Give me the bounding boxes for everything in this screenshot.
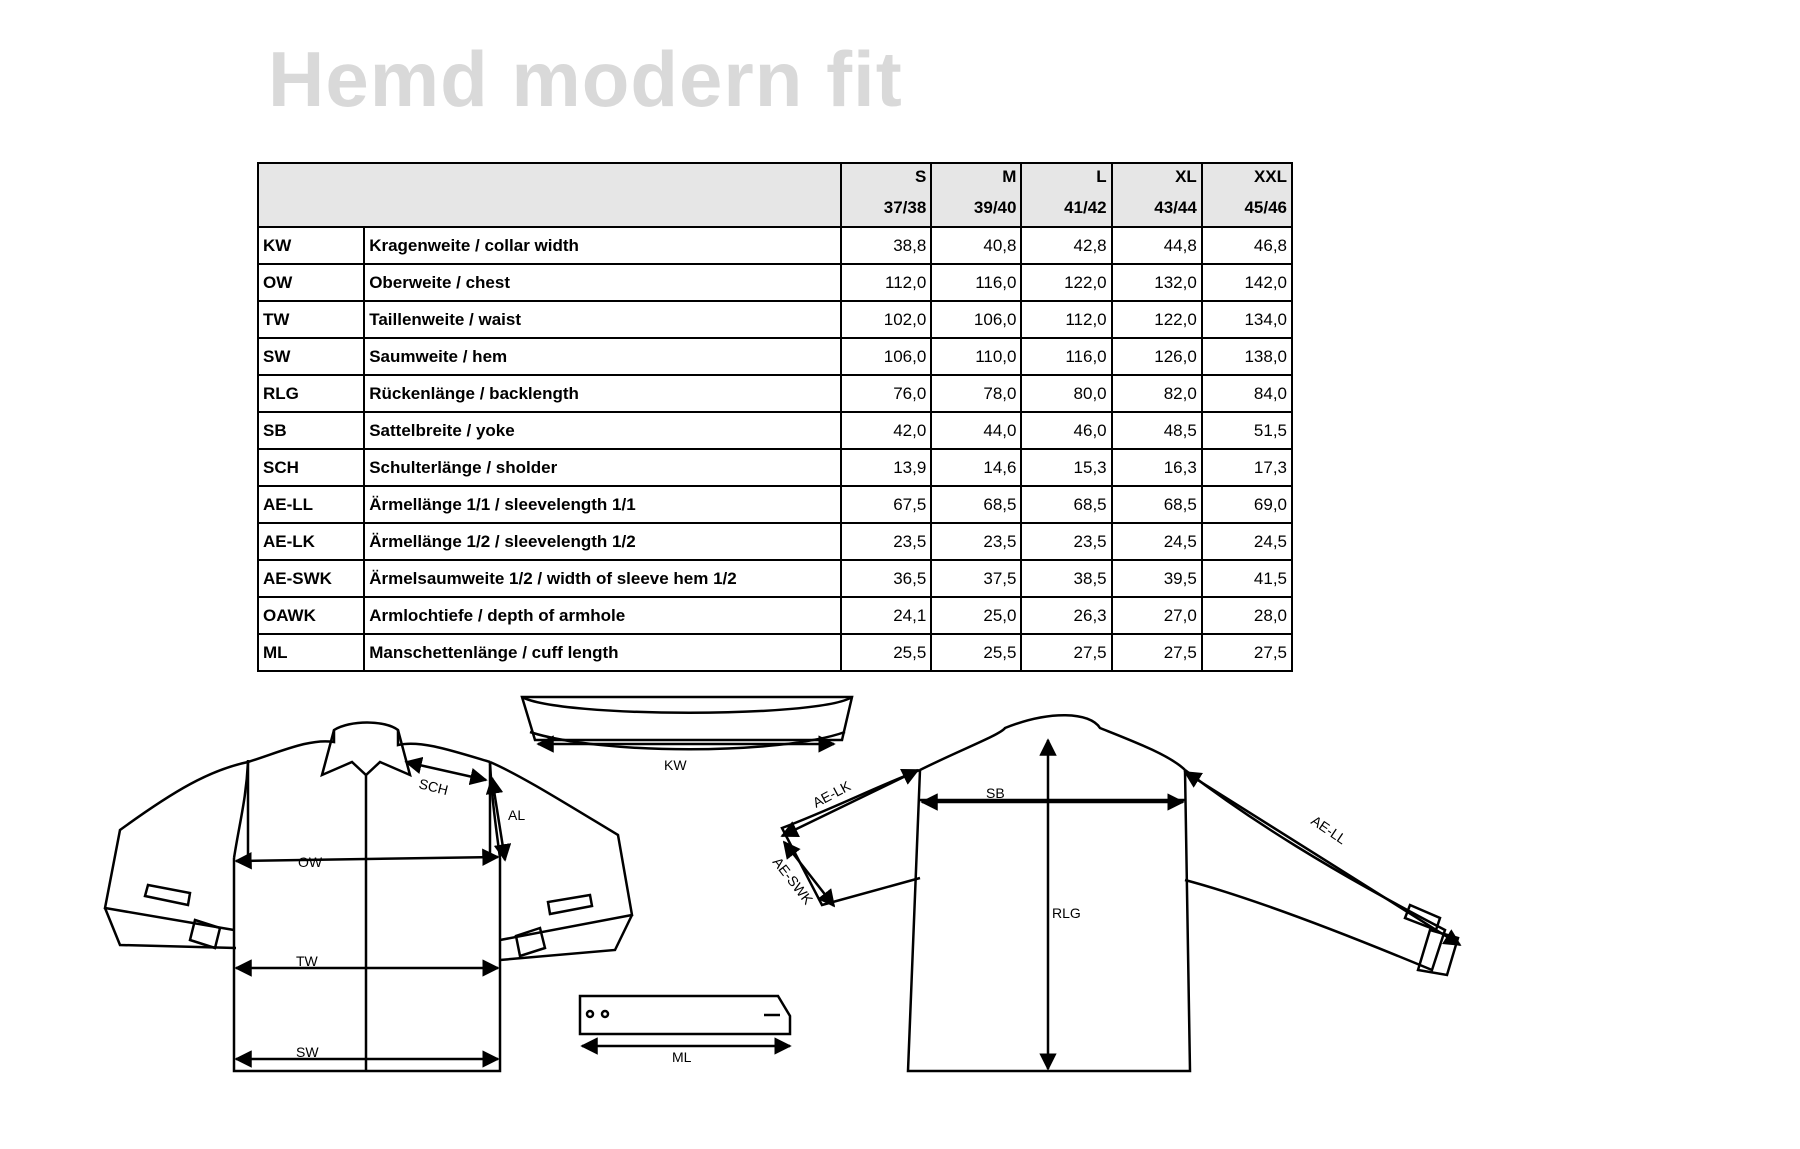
row-value: 42,0 xyxy=(841,412,931,449)
row-value: 132,0 xyxy=(1112,264,1202,301)
row-description: Ärmellänge 1/1 / sleevelength 1/1 xyxy=(364,486,841,523)
row-value: 82,0 xyxy=(1112,375,1202,412)
row-value: 38,5 xyxy=(1021,560,1111,597)
row-value: 122,0 xyxy=(1021,264,1111,301)
row-value: 142,0 xyxy=(1202,264,1292,301)
sw-label: SW xyxy=(296,1044,319,1060)
row-description: Taillenweite / waist xyxy=(364,301,841,338)
row-value: 102,0 xyxy=(841,301,931,338)
row-value: 17,3 xyxy=(1202,449,1292,486)
row-value: 80,0 xyxy=(1021,375,1111,412)
row-description: Manschettenlänge / cuff length xyxy=(364,634,841,671)
row-value: 68,5 xyxy=(931,486,1021,523)
row-value: 37,5 xyxy=(931,560,1021,597)
row-description: Sattelbreite / yoke xyxy=(364,412,841,449)
rlg-label: RLG xyxy=(1052,905,1081,921)
row-value: 110,0 xyxy=(931,338,1021,375)
ae-lk-arrow xyxy=(782,770,918,836)
row-code: AE-LK xyxy=(258,523,364,560)
row-value: 25,5 xyxy=(931,634,1021,671)
row-value: 24,5 xyxy=(1112,523,1202,560)
row-code: KW xyxy=(258,227,364,264)
row-value: 27,0 xyxy=(1112,597,1202,634)
size-label: XL xyxy=(1175,167,1197,186)
size-label: M xyxy=(1002,167,1017,186)
row-value: 78,0 xyxy=(931,375,1021,412)
row-value: 36,5 xyxy=(841,560,931,597)
sch-arrow xyxy=(406,762,486,780)
row-description: Ärmelsaumweite 1/2 / width of sleeve hem 1/2 xyxy=(364,560,841,597)
row-value: 42,8 xyxy=(1021,227,1111,264)
page-title: Hemd modern fit xyxy=(268,35,903,123)
row-value: 14,6 xyxy=(931,449,1021,486)
row-value: 112,0 xyxy=(1021,301,1111,338)
row-description: Ärmellänge 1/2 / sleevelength 1/2 xyxy=(364,523,841,560)
size-code: 37/38 xyxy=(883,198,927,217)
row-value: 106,0 xyxy=(931,301,1021,338)
row-value: 40,8 xyxy=(931,227,1021,264)
sch-label: SCH xyxy=(417,775,450,799)
row-description: Rückenlänge / backlength xyxy=(364,375,841,412)
row-value: 25,5 xyxy=(841,634,931,671)
row-description: Oberweite / chest xyxy=(364,264,841,301)
size-code: 41/42 xyxy=(1064,198,1107,217)
ow-label: OW xyxy=(298,854,323,870)
front-shirt-outline xyxy=(105,723,632,1072)
size-code: 39/40 xyxy=(973,198,1017,217)
cuff-outline xyxy=(580,996,790,1034)
row-value: 84,0 xyxy=(1202,375,1292,412)
size-label: S xyxy=(914,167,927,186)
row-description: Kragenweite / collar width xyxy=(364,227,841,264)
row-value: 24,5 xyxy=(1202,523,1292,560)
row-value: 27,5 xyxy=(1021,634,1111,671)
row-value: 69,0 xyxy=(1202,486,1292,523)
row-value: 13,9 xyxy=(841,449,931,486)
row-value: 106,0 xyxy=(841,338,931,375)
row-description: Saumweite / hem xyxy=(364,338,841,375)
size-label: XXL xyxy=(1253,167,1287,186)
row-code: AE-LL xyxy=(258,486,364,523)
row-value: 51,5 xyxy=(1202,412,1292,449)
row-value: 48,5 xyxy=(1112,412,1202,449)
row-description: Armlochtiefe / depth of armhole xyxy=(364,597,841,634)
row-code: SW xyxy=(258,338,364,375)
row-code: TW xyxy=(258,301,364,338)
row-value: 76,0 xyxy=(841,375,931,412)
row-code: RLG xyxy=(258,375,364,412)
row-code: ML xyxy=(258,634,364,671)
row-value: 112,0 xyxy=(841,264,931,301)
row-value: 38,8 xyxy=(841,227,931,264)
row-value: 15,3 xyxy=(1021,449,1111,486)
row-value: 122,0 xyxy=(1112,301,1202,338)
row-code: OAWK xyxy=(258,597,364,634)
row-value: 68,5 xyxy=(1112,486,1202,523)
tw-label: TW xyxy=(296,953,318,969)
ae-swk-label: AE-SWK xyxy=(769,853,817,908)
row-value: 27,5 xyxy=(1202,634,1292,671)
ml-label: ML xyxy=(672,1049,692,1065)
row-description: Schulterlänge / sholder xyxy=(364,449,841,486)
ae-ll-label: AE-LL xyxy=(1308,812,1350,848)
row-value: 126,0 xyxy=(1112,338,1202,375)
row-value: 116,0 xyxy=(931,264,1021,301)
size-code: 45/46 xyxy=(1244,198,1287,217)
row-value: 28,0 xyxy=(1202,597,1292,634)
row-value: 25,0 xyxy=(931,597,1021,634)
row-value: 138,0 xyxy=(1202,338,1292,375)
row-value: 39,5 xyxy=(1112,560,1202,597)
row-value: 116,0 xyxy=(1021,338,1111,375)
row-value: 41,5 xyxy=(1202,560,1292,597)
collar-outline xyxy=(522,697,852,749)
row-value: 46,0 xyxy=(1021,412,1111,449)
row-value: 27,5 xyxy=(1112,634,1202,671)
row-value: 24,1 xyxy=(841,597,931,634)
size-label: L xyxy=(1096,167,1107,186)
row-code: AE-SWK xyxy=(258,560,364,597)
al-label: AL xyxy=(508,807,526,823)
kw-label: KW xyxy=(664,757,687,773)
back-shirt-outline xyxy=(782,715,1458,1071)
row-value: 67,5 xyxy=(841,486,931,523)
row-value: 44,8 xyxy=(1112,227,1202,264)
size-code: 43/44 xyxy=(1154,198,1197,217)
row-code: SCH xyxy=(258,449,364,486)
row-value: 26,3 xyxy=(1021,597,1111,634)
ae-ll-arrow xyxy=(1185,772,1460,945)
row-value: 23,5 xyxy=(841,523,931,560)
row-value: 23,5 xyxy=(931,523,1021,560)
row-value: 134,0 xyxy=(1202,301,1292,338)
row-value: 16,3 xyxy=(1112,449,1202,486)
row-value: 46,8 xyxy=(1202,227,1292,264)
row-value: 23,5 xyxy=(1021,523,1111,560)
row-code: OW xyxy=(258,264,364,301)
row-code: SB xyxy=(258,412,364,449)
row-value: 44,0 xyxy=(931,412,1021,449)
ae-lk-label: AE-LK xyxy=(809,777,854,811)
sb-label: SB xyxy=(986,785,1005,801)
row-value: 68,5 xyxy=(1021,486,1111,523)
